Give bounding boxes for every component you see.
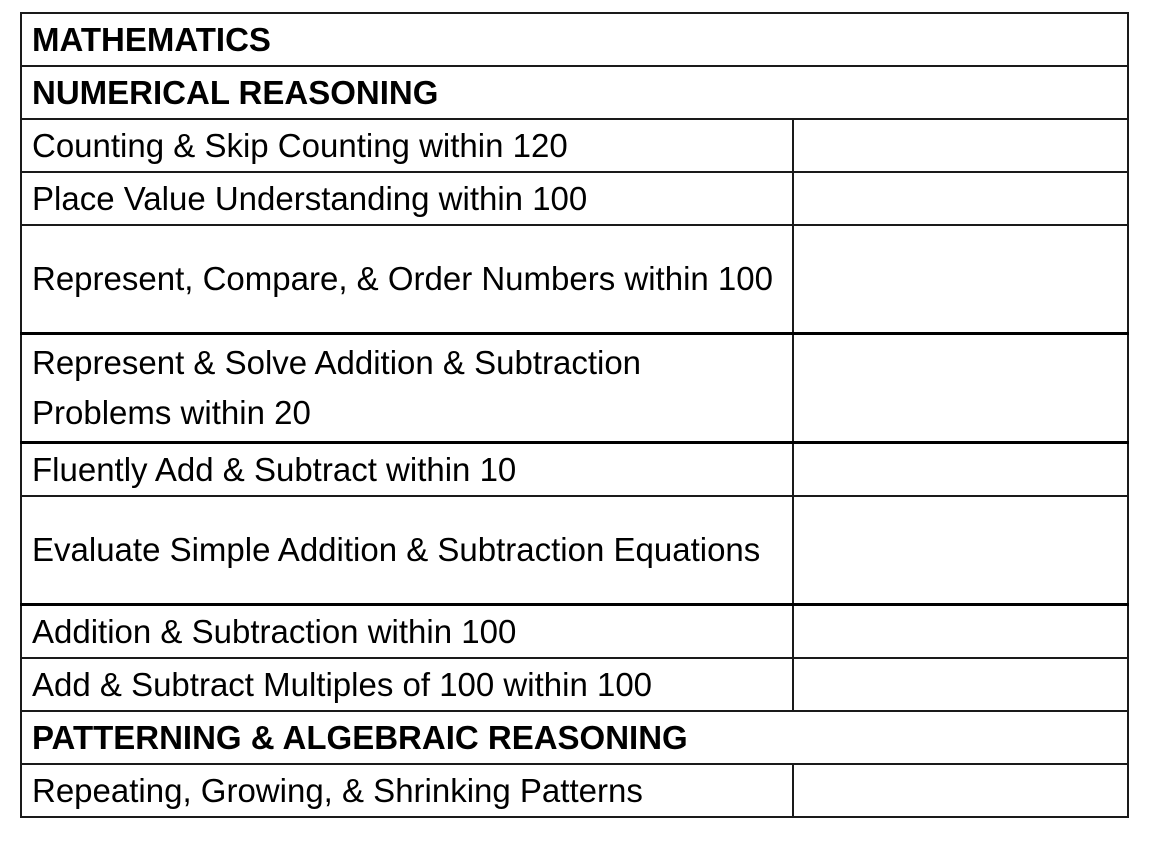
skills-table	[20, 12, 1129, 818]
skill-label: Repeating, Growing, & Shrinking Patterns	[21, 764, 793, 817]
table-row	[21, 172, 1128, 225]
table-title: MATHEMATICS	[21, 13, 1128, 66]
skill-blank-cell	[793, 443, 1128, 497]
skill-label: Counting & Skip Counting within 120	[21, 119, 793, 172]
skill-label: Place Value Understanding within 100	[21, 172, 793, 225]
skill-blank-cell	[793, 764, 1128, 817]
skill-blank-cell	[793, 225, 1128, 334]
table-row	[21, 443, 1128, 497]
section-heading-row	[21, 711, 1128, 764]
section-heading-row	[21, 66, 1128, 119]
table-row	[21, 225, 1128, 334]
skill-label: Represent, Compare, & Order Numbers within 100	[21, 225, 793, 334]
skill-blank-cell	[793, 119, 1128, 172]
skill-label: Add & Subtract Multiples of 100 within 100	[21, 658, 793, 711]
table-row	[21, 764, 1128, 817]
skill-label: Represent & Solve Addition & Subtraction Problems within 20	[21, 334, 793, 443]
section-heading-patterning-algebraic-reasoning: PATTERNING & ALGEBRAIC REASONING	[21, 711, 1128, 764]
skill-label: Fluently Add & Subtract within 10	[21, 443, 793, 497]
section-heading-numerical-reasoning: NUMERICAL REASONING	[21, 66, 1128, 119]
skill-blank-cell	[793, 172, 1128, 225]
skill-label: Addition & Subtraction within 100	[21, 605, 793, 659]
skill-blank-cell	[793, 496, 1128, 605]
skill-blank-cell	[793, 334, 1128, 443]
table-row	[21, 119, 1128, 172]
skill-blank-cell	[793, 605, 1128, 659]
skill-label: Evaluate Simple Addition & Subtraction Equations	[21, 496, 793, 605]
skill-blank-cell	[793, 658, 1128, 711]
table-row	[21, 334, 1128, 443]
table-row	[21, 496, 1128, 605]
table-row	[21, 658, 1128, 711]
title-row	[21, 13, 1128, 66]
table-row	[21, 605, 1128, 659]
